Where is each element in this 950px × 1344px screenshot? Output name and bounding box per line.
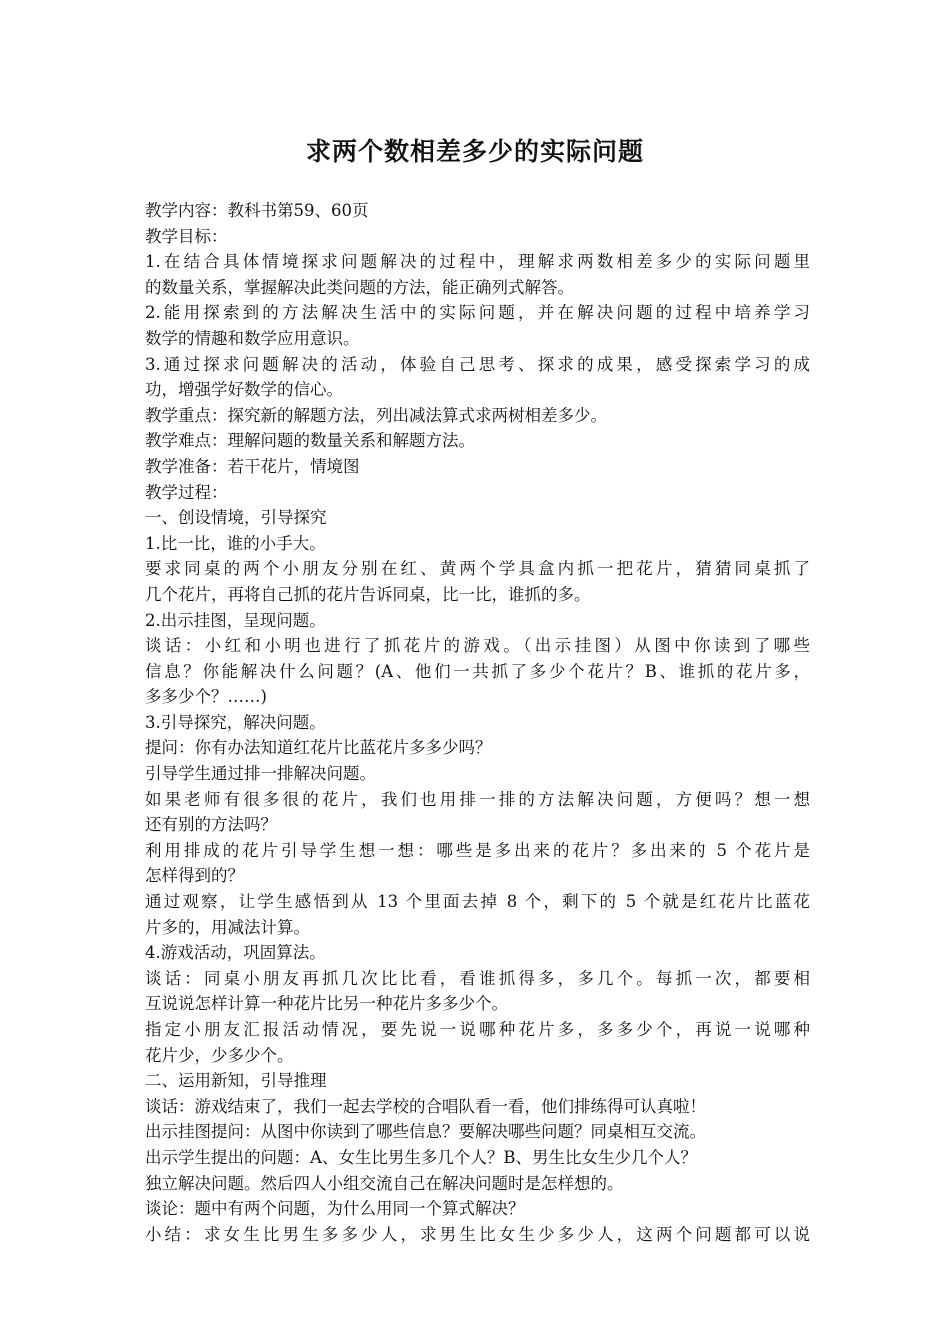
page-title: 求两个数相差多少的实际问题 [305,137,644,166]
text-line: 要求同桌的两个小朋友分别在红、黄两个学具盒内抓一把花片，猜猜同桌抓了 [145,559,810,579]
text-line: 教学目标： [145,226,228,246]
text-line: 的数量关系，掌握解决此类问题的方法，能正确列式解答。 [145,277,574,297]
text-line: 教学内容：教科书第59、60页 [145,201,369,220]
text-line: 教学重点：探究新的解题方法，列出减法算式求两树相差多少。 [145,405,607,425]
text-line: 谈论：题中有两个问题，为什么用同一个算式解决？ [145,1199,525,1219]
text-line: 数学的情趣和数学应用意识。 [145,328,360,348]
text-line: 出示学生提出的问题：A、女生比男生多几个人？B、男生比女生少几个人？ [145,1147,698,1167]
text-line: 信息？你能解决什么问题？(A、他们一共抓了多少个花片？B、谁抓的花片多， [145,661,810,681]
text-line: 3.引导探究，解决问题。 [145,712,326,732]
text-line: 利用排成的花片引导学生想一想：哪些是多出来的花片？多出来的 5 个花片是 [145,840,810,860]
text-line: 片多的，用减法计算。 [145,917,310,937]
text-line: 4.游戏活动，巩固算法。 [145,943,326,963]
text-line: 多多少个？……) [145,687,267,707]
text-line: 提问：你有办法知道红花片比蓝花片多多少吗？ [145,738,492,758]
text-line: 谈话：小红和小明也进行了抓花片的游戏。（出示挂图）从图中你读到了哪些 [145,636,810,656]
text-line: 2.能用探索到的方法解决生活中的实际问题，并在解决问题的过程中培养学习 [145,303,810,323]
text-line: 教学难点：理解问题的数量关系和解题方法。 [145,431,475,451]
text-line: 二、运用新知，引导推理 [145,1071,327,1091]
text-line: 功，增强学好数学的信心。 [145,380,343,400]
text-line: 互说说怎样计算一种花片比另一种花片多多少个。 [145,994,508,1014]
text-line: 2.出示挂图，呈现问题。 [145,610,326,630]
text-line: 1.在结合具体情境探求问题解决的过程中，理解求两数相差多少的实际问题里 [145,252,810,272]
text-line: 出示挂图提问：从图中你读到了哪些信息？要解决哪些问题？同桌相互交流。 [145,1122,706,1142]
text-line: 如果老师有很多很的花片，我们也用排一排的方法解决问题，方便吗？想一想 [145,789,810,809]
text-line: 花片少，少多少个。 [145,1045,294,1065]
text-line: 引导学生通过排一排解决问题。 [145,764,376,784]
text-line: 几个花片，再将自己抓的花片告诉同桌，比一比，谁抓的多。 [145,584,591,604]
text-line: 一、创设情境，引导探究 [145,508,327,528]
text-line: 小结：求女生比男生多多少人，求男生比女生少多少人，这两个问题都可以说 [145,1224,810,1244]
text-line: 3.通过探求问题解决的活动，体验自己思考、探求的成果，感受探索学习的成 [145,354,810,374]
text-line: 1.比一比，谁的小手大。 [145,533,326,553]
text-line: 教学准备：若干花片，情境图 [145,456,360,476]
text-line: 教学过程： [145,482,228,502]
text-line: 怎样得到的？ [145,866,244,886]
text-line: 指定小朋友汇报活动情况，要先说一说哪种花片多，多多少个，再说一说哪种 [145,1020,810,1039]
text-line: 谈话：同桌小朋友再抓几次比比看，看谁抓得多，多几个。每抓一次，都要相 [145,968,810,988]
text-line: 通过观察，让学生感悟到从 13 个里面去掉 8 个，剩下的 5 个就是红花片比蓝花 [145,892,810,912]
text-line: 独立解决问题。然后四人小组交流自己在解决问题时是怎样想的。 [145,1173,624,1193]
document-body [145,198,810,1247]
text-line: 还有别的方法吗？ [145,815,277,835]
text-line: 谈话：游戏结束了，我们一起去学校的合唱队看一看，他们排练得可认真啦！ [145,1096,706,1116]
